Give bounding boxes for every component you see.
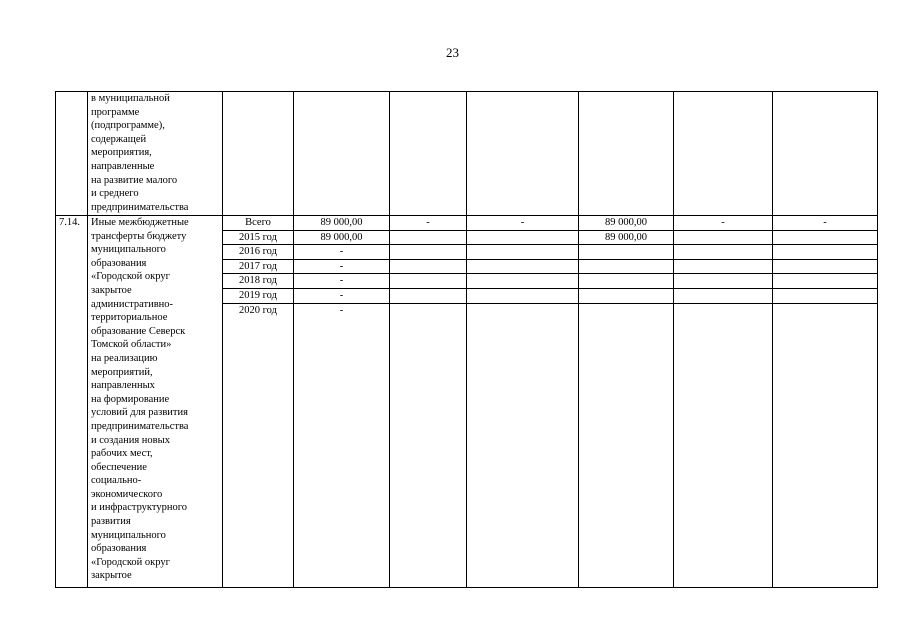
value-cell: 89 000,00 (294, 230, 390, 245)
value-cell: 89 000,00 (579, 216, 674, 231)
value-cell (390, 245, 467, 260)
value-cell (674, 245, 773, 260)
value-cell: - (773, 216, 878, 231)
value-cell (467, 288, 579, 303)
value-cell (773, 230, 878, 245)
value-cell (390, 303, 467, 587)
value-cell (773, 274, 878, 289)
table-cell (467, 92, 579, 216)
value-cell (579, 303, 674, 587)
value-cell: - (294, 288, 390, 303)
value-cell (467, 303, 579, 587)
year-cell: 2019 год (223, 288, 294, 303)
budget-table (55, 91, 878, 588)
value-cell: - (390, 216, 467, 231)
value-cell (773, 288, 878, 303)
value-cell (773, 245, 878, 260)
table-cell (56, 92, 88, 216)
value-cell: - (294, 259, 390, 274)
table-cell (674, 92, 773, 216)
value-cell (674, 274, 773, 289)
value-cell: - (294, 303, 390, 587)
value-cell (773, 259, 878, 274)
table-cell (773, 92, 878, 216)
measure-name-cell: в муниципальной программе (подпрограмме), содержащей мероприятия, направленные на развитие малого и среднего предпринимательства (88, 92, 223, 216)
value-cell (674, 288, 773, 303)
value-cell (390, 259, 467, 274)
value-cell (674, 230, 773, 245)
page-number: 23 (446, 45, 459, 60)
value-cell (390, 274, 467, 289)
table-cell (579, 92, 674, 216)
value-cell (467, 230, 579, 245)
value-cell: - (674, 216, 773, 231)
table-cell (294, 92, 390, 216)
table-cell (223, 92, 294, 216)
table-row (56, 92, 878, 216)
value-cell (579, 288, 674, 303)
value-cell (390, 288, 467, 303)
item-number-cell: 7.14. (56, 216, 88, 588)
value-cell: 89 000,00 (579, 230, 674, 245)
year-cell: 2016 год (223, 245, 294, 260)
value-cell (579, 274, 674, 289)
value-cell (579, 259, 674, 274)
year-cell: 2015 год (223, 230, 294, 245)
value-cell: - (294, 245, 390, 260)
value-cell (390, 230, 467, 245)
value-cell (674, 259, 773, 274)
value-cell (467, 274, 579, 289)
year-cell: Всего (223, 216, 294, 231)
table-row (56, 216, 878, 231)
year-cell: 2018 год (223, 274, 294, 289)
value-cell (467, 245, 579, 260)
value-cell (674, 303, 773, 587)
measure-name-cell (88, 216, 223, 588)
value-cell (773, 303, 878, 587)
value-cell: - (467, 216, 579, 231)
value-cell: - (294, 274, 390, 289)
year-cell: 2017 год (223, 259, 294, 274)
table-cell (390, 92, 467, 216)
value-cell: 89 000,00 (294, 216, 390, 231)
value-cell (579, 245, 674, 260)
measure-name-text: Иные межбюджетные трансферты бюджету муниципального образования «Городской округ закрытое административно- территориальное образование Северск Томской области» на реализацию мероприятий, направленных на формирование условий для развития предпринимательства и создания новых рабочих мест, обеспечение социально- экономического и инфраструктурного развития муниципального образования «Городской округ закрытое (91, 217, 189, 582)
value-cell (467, 259, 579, 274)
year-cell: 2020 год (223, 303, 294, 587)
